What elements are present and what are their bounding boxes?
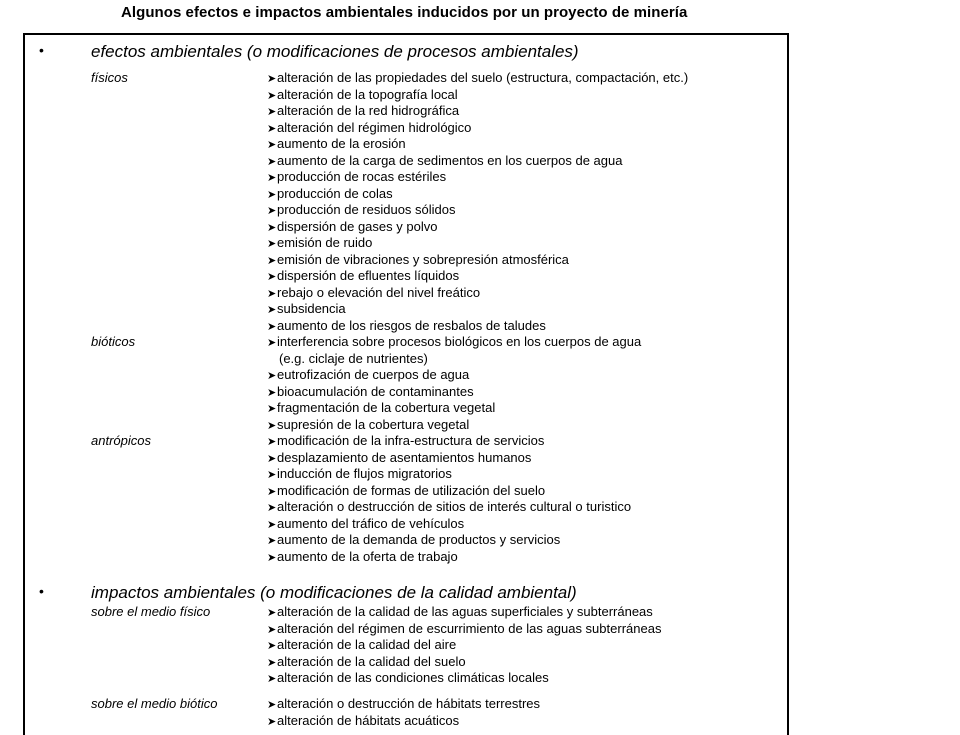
list-item xyxy=(267,450,531,468)
item-text: aumento de la erosión xyxy=(277,136,406,151)
list-item xyxy=(267,549,458,567)
category-label: físicos xyxy=(91,70,128,85)
arrow-bullet-icon: ➤ xyxy=(267,436,277,448)
content-box xyxy=(23,33,789,735)
section-heading: efectos ambientales (o modificaciones de procesos ambientales) xyxy=(91,42,579,61)
section-heading: impactos ambientales (o modificaciones de la calidad ambiental) xyxy=(91,583,577,602)
list-item xyxy=(267,637,456,655)
item-text: alteración o destrucción de hábitats terrestres xyxy=(277,696,541,711)
list-item xyxy=(267,604,653,622)
item-text: aumento del tráfico de vehículos xyxy=(277,515,465,531)
arrow-bullet-icon: ➤ xyxy=(267,452,277,465)
arrow-bullet-icon: ➤ xyxy=(267,106,277,118)
arrow-bullet-icon: ➤ xyxy=(267,337,277,349)
arrow-bullet-icon: ➤ xyxy=(267,518,277,531)
item-text: alteración de hábitats acuáticos xyxy=(277,712,460,728)
arrow-bullet-icon: ➤ xyxy=(267,623,277,636)
item-text: subsidencia xyxy=(277,301,346,316)
item-text: inducción de flujos migratorios xyxy=(277,466,452,481)
category-label: sobre el medio físico xyxy=(91,604,211,619)
category-label: sobre el medio biótico xyxy=(91,696,218,711)
item-text: alteración de la calidad de las aguas superficiales y subterráneas xyxy=(277,604,653,619)
bullet-point: • xyxy=(39,42,44,58)
arrow-bullet-icon: ➤ xyxy=(267,172,277,184)
list-item xyxy=(267,186,393,204)
arrow-bullet-icon: ➤ xyxy=(267,205,277,217)
item-text: alteración de las propiedades del suelo (estructura, compactación, etc.) xyxy=(277,70,689,85)
item-text: alteración del régimen de escurrimiento de las aguas subterráneas xyxy=(277,620,662,636)
list-item xyxy=(267,713,459,731)
item-text: producción de colas xyxy=(277,185,393,201)
list-item xyxy=(267,516,464,534)
list-item xyxy=(267,103,459,121)
list-item xyxy=(267,670,549,688)
list-item xyxy=(267,433,544,451)
arrow-bullet-icon: ➤ xyxy=(267,238,277,250)
arrow-bullet-icon: ➤ xyxy=(267,139,277,151)
item-text: interferencia sobre procesos biológicos en los cuerpos de agua xyxy=(277,334,642,349)
list-item xyxy=(267,400,495,418)
item-text: emisión de vibraciones y sobrepresión atmosférica xyxy=(277,251,569,267)
arrow-bullet-icon: ➤ xyxy=(267,502,277,514)
arrow-bullet-icon: ➤ xyxy=(267,320,277,333)
category-label: bióticos xyxy=(91,334,136,349)
item-text: aumento de la oferta de trabajo xyxy=(277,548,458,564)
arrow-bullet-icon: ➤ xyxy=(267,485,277,498)
document-title: Algunos efectos e impactos ambientales inducidos por un proyecto de minería xyxy=(121,4,688,21)
list-item xyxy=(267,301,346,319)
arrow-bullet-icon: ➤ xyxy=(267,699,277,711)
list-item xyxy=(267,532,560,550)
arrow-bullet-icon: ➤ xyxy=(267,287,277,300)
list-item xyxy=(267,202,456,220)
arrow-bullet-icon: ➤ xyxy=(267,271,277,283)
item-text: supresión de la cobertura vegetal xyxy=(277,416,470,432)
item-text: dispersión de efluentes líquidos xyxy=(277,268,460,283)
list-item xyxy=(267,136,406,154)
arrow-bullet-icon: ➤ xyxy=(267,155,277,168)
arrow-bullet-icon: ➤ xyxy=(267,607,277,619)
list-item xyxy=(267,696,540,714)
arrow-bullet-icon: ➤ xyxy=(267,469,277,481)
list-item xyxy=(267,120,471,138)
list-item xyxy=(267,153,622,171)
list-item xyxy=(267,466,452,484)
arrow-bullet-icon: ➤ xyxy=(267,673,277,685)
arrow-bullet-icon: ➤ xyxy=(267,386,277,399)
item-text: fragmentación de la cobertura vegetal xyxy=(277,400,496,415)
arrow-bullet-icon: ➤ xyxy=(267,188,277,201)
item-text: producción de rocas estériles xyxy=(277,169,447,184)
item-text: modificación de formas de utilización del suelo xyxy=(277,482,546,498)
item-text: alteración o destrucción de sitios de interés cultural o turistico xyxy=(277,499,632,514)
list-item xyxy=(267,367,469,385)
item-text: aumento de los riesgos de resbalos de taludes xyxy=(277,317,546,333)
item-text: eutrofización de cuerpos de agua xyxy=(277,367,470,382)
arrow-bullet-icon: ➤ xyxy=(267,221,277,234)
item-text: alteración de las condiciones climáticas locales xyxy=(277,670,549,685)
item-text: alteración de la topografía local xyxy=(277,86,458,102)
item-text: dispersión de gases y polvo xyxy=(277,218,438,234)
item-text: emisión de ruido xyxy=(277,235,373,250)
list-item xyxy=(267,417,469,435)
item-text: alteración de la red hidrográfica xyxy=(277,103,460,118)
category-label: antrópicos xyxy=(91,433,151,448)
arrow-bullet-icon: ➤ xyxy=(267,254,277,267)
arrow-bullet-icon: ➤ xyxy=(267,715,277,728)
list-item xyxy=(267,654,466,672)
arrow-bullet-icon: ➤ xyxy=(267,89,277,102)
arrow-bullet-icon: ➤ xyxy=(267,73,277,85)
list-item xyxy=(267,285,480,303)
arrow-bullet-icon: ➤ xyxy=(267,122,277,135)
list-item xyxy=(267,483,545,501)
list-item xyxy=(267,235,372,253)
arrow-bullet-icon: ➤ xyxy=(267,419,277,432)
list-item xyxy=(267,87,458,105)
item-text: desplazamiento de asentamientos humanos xyxy=(277,449,532,465)
arrow-bullet-icon: ➤ xyxy=(267,640,277,652)
item-text: aumento de la carga de sedimentos en los cuerpos de agua xyxy=(277,152,623,168)
list-item xyxy=(267,621,661,639)
list-item xyxy=(267,318,546,336)
item-text: alteración del régimen hidrológico xyxy=(277,119,472,135)
item-text: bioacumulación de contaminantes xyxy=(277,383,474,399)
item-text: rebajo o elevación del nivel freático xyxy=(277,284,481,300)
bullet-point: • xyxy=(39,583,44,599)
list-item xyxy=(267,219,437,237)
list-item xyxy=(267,384,474,402)
item-text: producción de residuos sólidos xyxy=(277,202,456,217)
list-item xyxy=(267,334,641,352)
list-item xyxy=(267,252,569,270)
list-item-continuation: (e.g. ciclaje de nutrientes) xyxy=(279,350,428,366)
arrow-bullet-icon: ➤ xyxy=(267,551,277,564)
arrow-bullet-icon: ➤ xyxy=(267,535,277,547)
list-item xyxy=(267,70,688,88)
item-text: alteración de la calidad del suelo xyxy=(277,653,466,669)
arrow-bullet-icon: ➤ xyxy=(267,656,277,669)
list-item xyxy=(267,499,631,517)
item-text: alteración de la calidad del aire xyxy=(277,637,457,652)
list-item xyxy=(267,169,446,187)
arrow-bullet-icon: ➤ xyxy=(267,304,277,316)
arrow-bullet-icon: ➤ xyxy=(267,370,277,382)
item-text: modificación de la infra-estructura de servicios xyxy=(277,433,545,448)
arrow-bullet-icon: ➤ xyxy=(267,403,277,415)
list-item xyxy=(267,268,459,286)
item-text: aumento de la demanda de productos y servicios xyxy=(277,532,561,547)
